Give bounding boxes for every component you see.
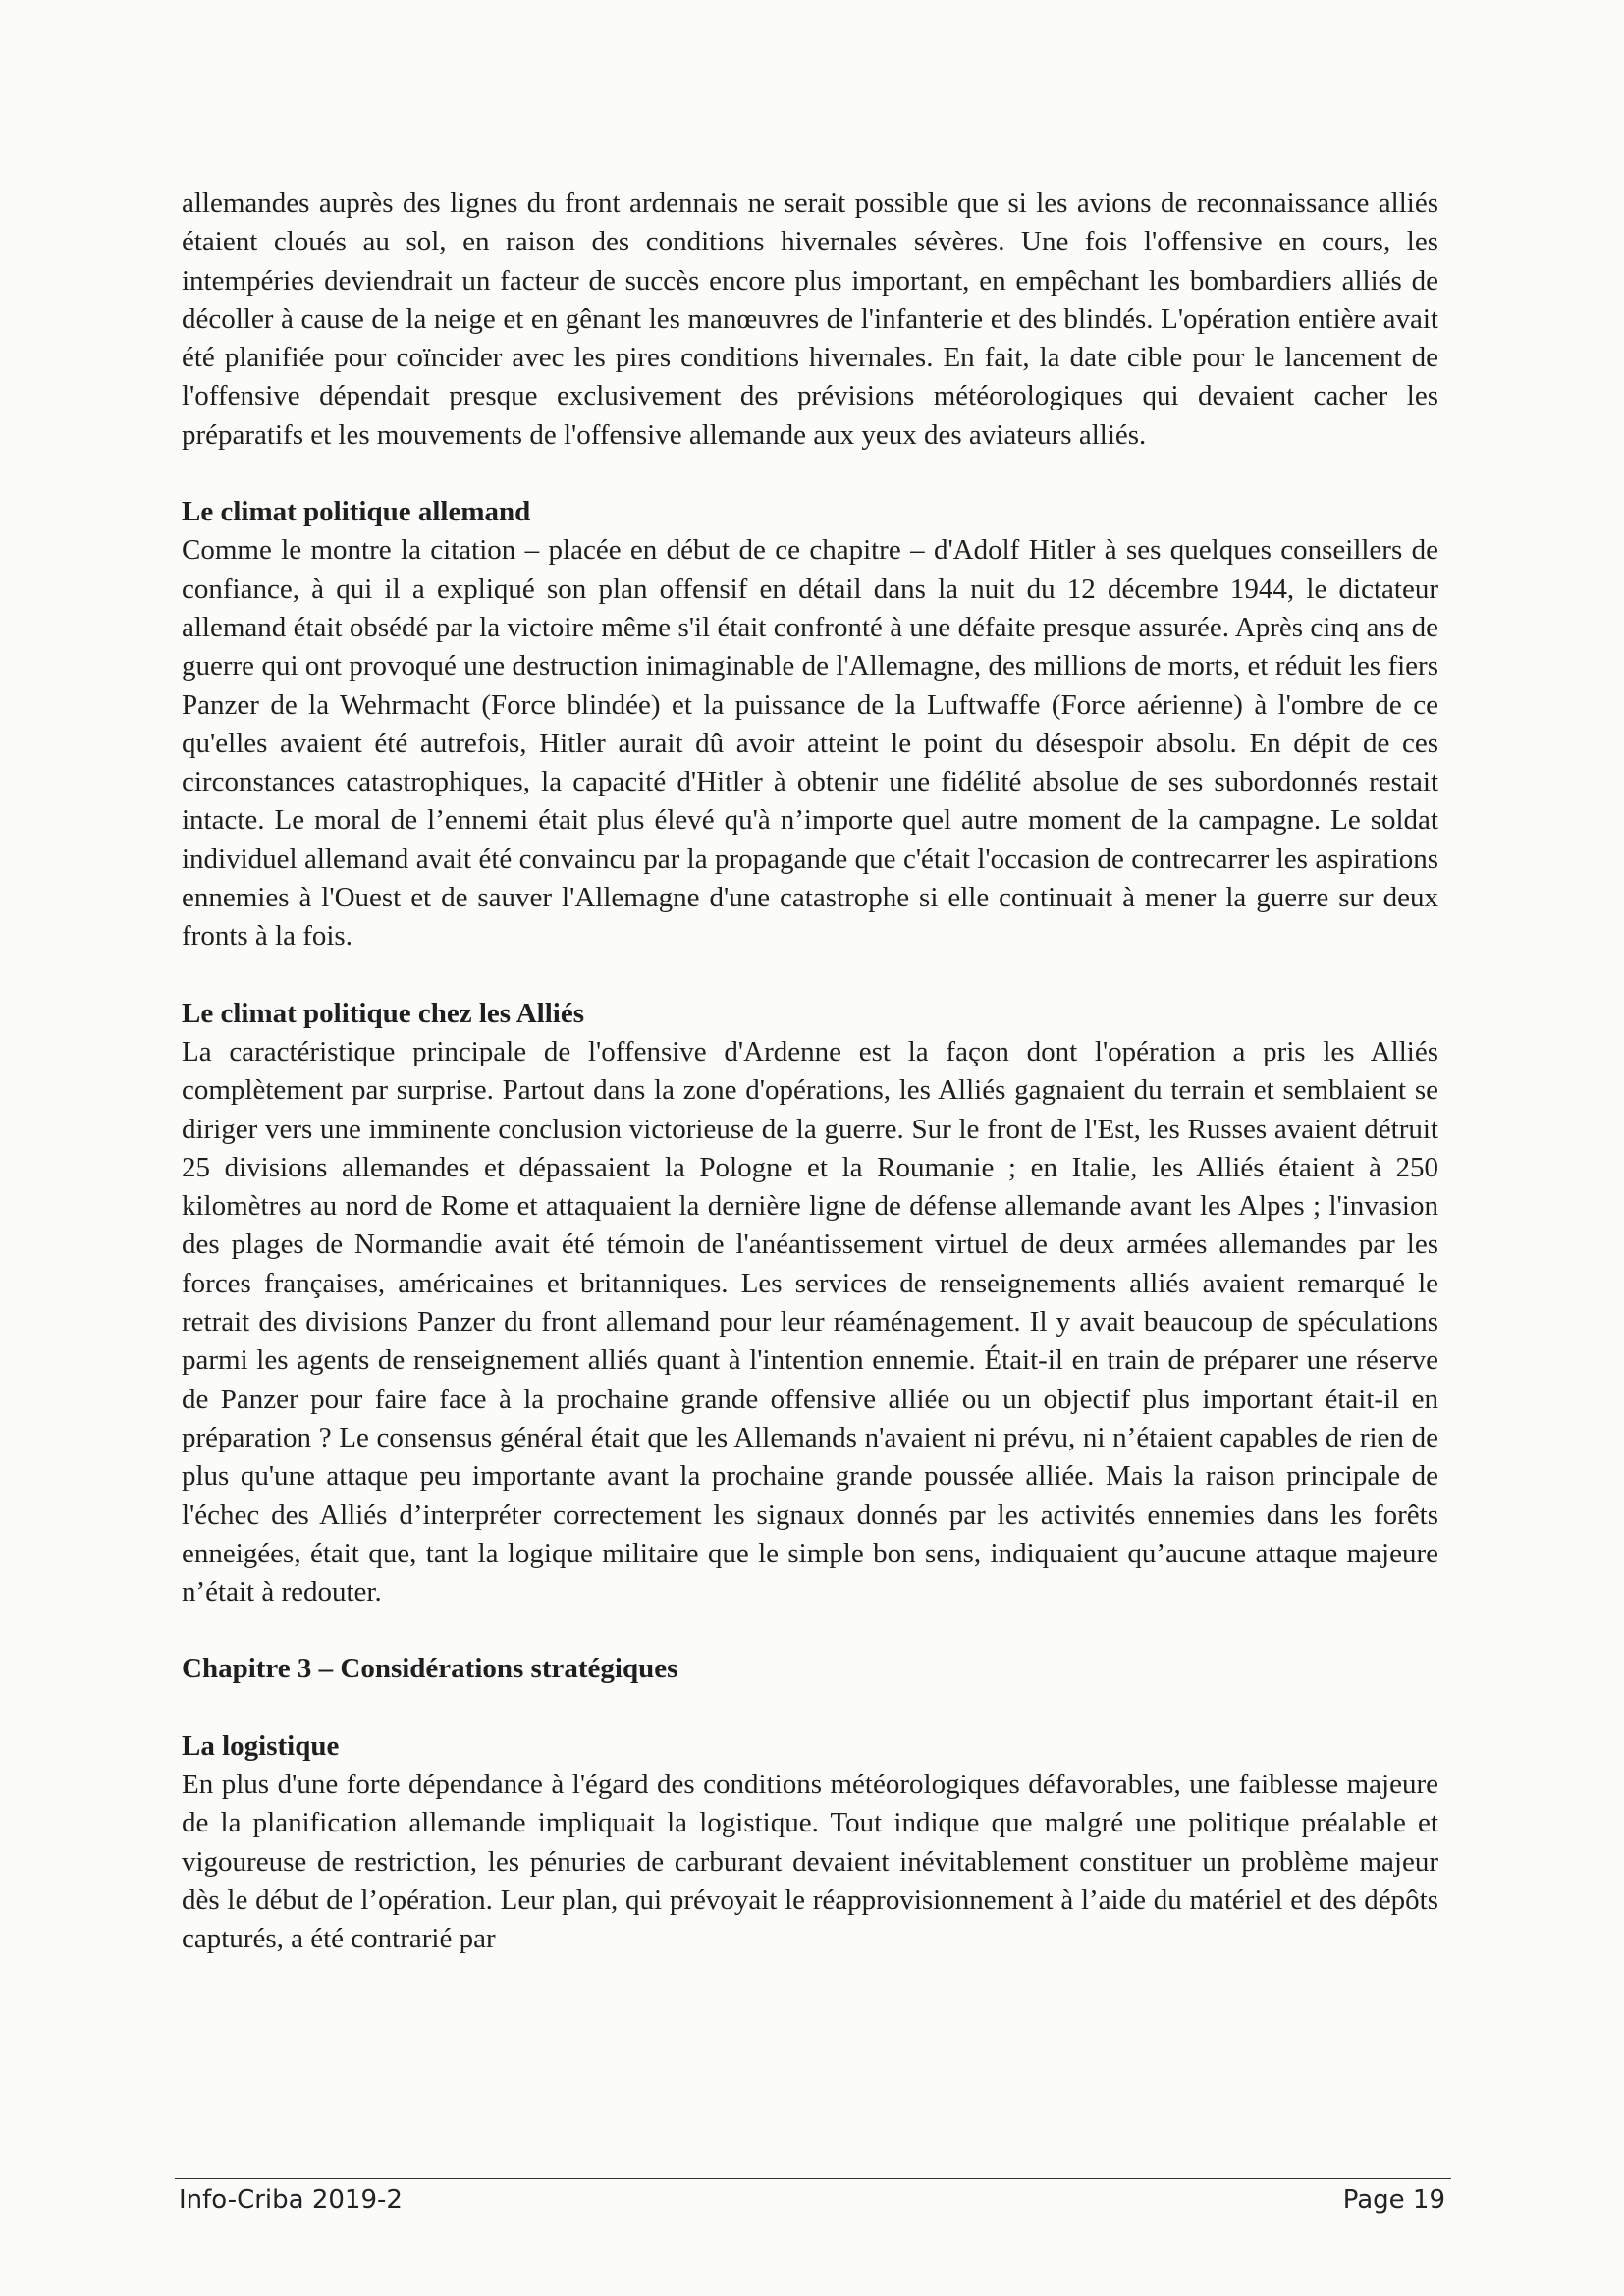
footer-page-number: Page 19 bbox=[1342, 2185, 1445, 2214]
paragraph-climat-allies: La caractéristique principale de l'offensive d'Ardenne est la façon dont l'opération a pris les Alliés complètement par surprise. Partout dans la zone d'opérations, les Alliés gagnaient du terrain et semblaient se diriger vers une imminente conclusion victorieuse de la guerre. Sur le front de l'Est, les Russes avaient détruit 25 divisions allemandes et dépassaient la Pologne et la Roumanie ; en Italie, les Alliés étaient à 250 kilomètres au nord de Rome et attaquaient la dernière ligne de défense allemande avant les Alpes ; l'invasion des plages de Normandie avait été témoin de l'anéantissement virtuel de deux armées allemandes par les forces françaises, américaines et britanniques. Les services de renseignements alliés avaient remarqué le retrait des divisions Panzer du front allemand pour leur réaménagement. Il y avait beaucoup de spéculations parmi les agents de renseignement alliés quant à l'intention ennemie. Était-il en train de préparer une réserve de Panzer pour faire face à la prochaine grande offensive alliée ou un objectif plus important était-il en préparation ? Le consensus général était que les Allemands n'avaient ni prévu, ni n’étaient capables de rien de plus qu'une attaque peu importante avant la prochaine grande poussée alliée. Mais la raison principale de l'échec des Alliés d’interpréter correctement les signaux donnés par les activités ennemies dans les forêts enneigées, était que, tant la logique militaire que le simple bon sens, indiquaient qu’aucune attaque majeure n’était à redouter. bbox=[182, 1035, 1438, 1609]
heading-climat-allies: Le climat politique chez les Alliés bbox=[182, 997, 584, 1029]
paragraph-climat-allemand: Comme le montre la citation – placée en début de ce chapitre – d'Adolf Hitler à ses quelques conseillers de confiance, à qui il a expliqué son plan offensif en détail dans la nuit du 12 décembre 1944, le dictateur allemand était obsédé par la victoire même s'il était confronté à une défaite presque assurée. Après cinq ans de guerre qui ont provoqué une destruction inimaginable de l'Allemagne, des millions de morts, et réduit les fiers Panzer de la Wehrmacht (Force blindée) et la puissance de la Luftwaffe (Force aérienne) à l'ombre de ce qu'elles avaient été autrefois, Hitler aurait dû avoir atteint le point du désespoir absolu. En dépit de ces circonstances catastrophiques, la capacité d'Hitler à obtenir une fidélité absolue de ses subordonnés restait intacte. Le moral de l’ennemi était plus élevé qu'à n’importe quel autre moment de la campagne. Le soldat individuel allemand avait été convaincu par la propagande que c'était l'occasion de contrecarrer les aspirations ennemies à l'Ouest et de sauver l'Allemagne d'une catastrophe si elle continuait à mener la guerre sur deux fronts à la fois. bbox=[182, 534, 1438, 953]
spacer bbox=[182, 1612, 1438, 1650]
paragraph-logistique: En plus d'une forte dépendance à l'égard des conditions météorologiques défavorables, une faiblesse majeure de la planification allemande impliquait la logistique. Tout indique que malgré une politique préalable et vigoureuse de restriction, les pénuries de carburant devaient inévitablement constituer un problème majeur dès le début de l’opération. Leur plan, qui prévoyait le réapprovisionnement à l’aide du matériel et des dépôts capturés, a été contrarié par bbox=[182, 1768, 1438, 1955]
heading-climat-allemand: Le climat politique allemand bbox=[182, 496, 531, 528]
paragraph-intro: allemandes auprès des lignes du front ardennais ne serait possible que si les avions de reconnaissance alliés étaient cloués au sol, en raison des conditions hivernales sévères. Une fois l'offensive en cours, les intempéries deviendrait un facteur de succès encore plus important, en empêchant les bombardiers alliés de décoller à cause de la neige et en gênant les manœuvres de l'infanterie et des blindés. L'opération entière avait été planifiée pour coïncider avec les pires conditions hivernales. En fait, la date cible pour le lancement de l'offensive dépendait presque exclusivement des prévisions météorologiques qui devaient cacher les préparatifs et les mouvements de l'offensive allemande aux yeux des aviateurs alliés. bbox=[182, 188, 1438, 451]
chapter-heading: Chapitre 3 – Considérations stratégiques bbox=[182, 1653, 678, 1685]
heading-logistique: La logistique bbox=[182, 1729, 340, 1762]
footer-publication: Info-Criba 2019-2 bbox=[179, 2185, 403, 2214]
spacer bbox=[182, 957, 1438, 995]
page-body bbox=[182, 185, 1438, 1958]
spacer bbox=[182, 455, 1438, 493]
spacer bbox=[182, 1689, 1438, 1727]
footer-divider bbox=[175, 2178, 1451, 2179]
